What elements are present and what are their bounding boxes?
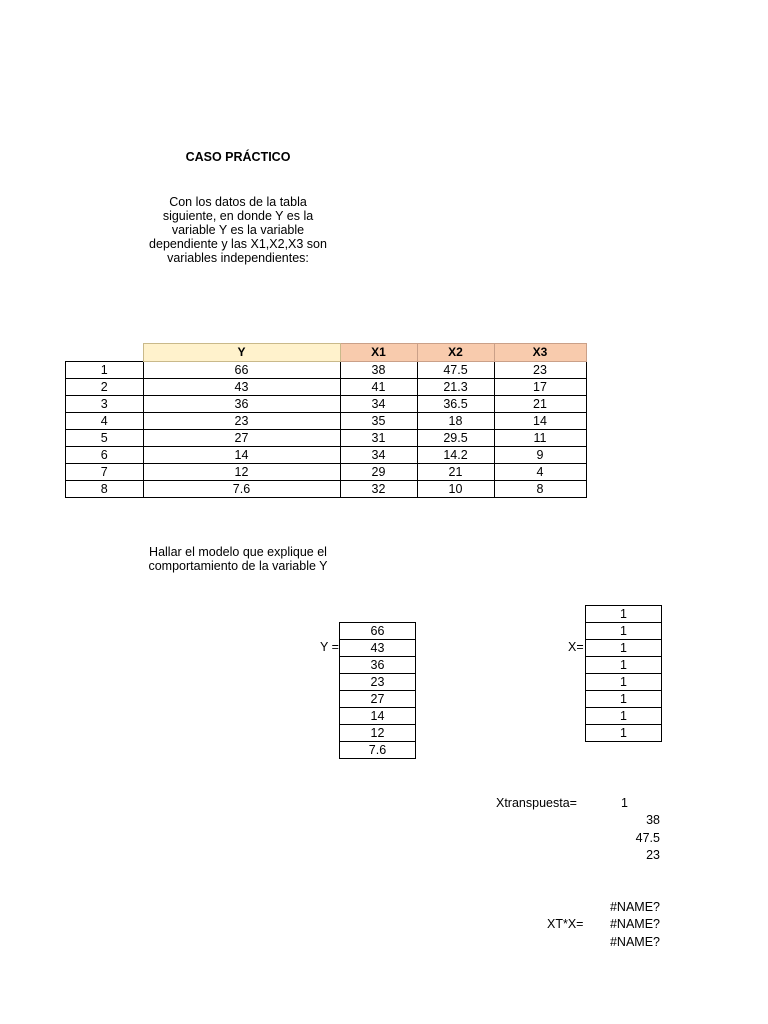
- y-cell[interactable]: 66: [143, 362, 340, 379]
- y-cell[interactable]: 43: [143, 379, 340, 396]
- table-row: [66, 481, 587, 498]
- header-y[interactable]: Y: [143, 344, 340, 362]
- row-number-cell[interactable]: 1: [66, 362, 144, 379]
- x2-cell[interactable]: 18: [417, 413, 494, 430]
- xtranspuesta-value[interactable]: 47.5: [635, 831, 660, 845]
- data-table: [65, 343, 587, 498]
- x1-cell[interactable]: 38: [340, 362, 417, 379]
- y-vector-cell[interactable]: 36: [340, 657, 416, 674]
- row-number-cell[interactable]: 7: [66, 464, 144, 481]
- y-vector-row: [340, 742, 416, 759]
- intro-line: variables independientes:: [167, 251, 309, 265]
- y-vector-row: [340, 691, 416, 708]
- x2-cell[interactable]: 21: [417, 464, 494, 481]
- y-vector-cell[interactable]: 12: [340, 725, 416, 742]
- header-x1[interactable]: X1: [340, 344, 417, 362]
- table-row: [66, 413, 587, 430]
- x-vector: [585, 605, 662, 742]
- intro-line: variable Y es la variable: [171, 223, 305, 237]
- x2-cell[interactable]: 36.5: [417, 396, 494, 413]
- row-number-cell[interactable]: 5: [66, 430, 144, 447]
- x-vector-row: [586, 640, 662, 657]
- y-vector-row: [340, 708, 416, 725]
- y-vector-cell[interactable]: 43: [340, 640, 416, 657]
- x-vector-cell[interactable]: 1: [586, 623, 662, 640]
- x-vector-row: [586, 606, 662, 623]
- y-vector-row: [340, 725, 416, 742]
- row-number-cell[interactable]: 8: [66, 481, 144, 498]
- x-vector-cell[interactable]: 1: [586, 725, 662, 742]
- y-cell[interactable]: 14: [143, 447, 340, 464]
- task-text: [136, 545, 340, 573]
- x1-cell[interactable]: 35: [340, 413, 417, 430]
- x2-cell[interactable]: 21.3: [417, 379, 494, 396]
- header-x3[interactable]: X3: [494, 344, 586, 362]
- intro-line: Con los datos de la tabla: [169, 195, 307, 209]
- xtranspuesta-value[interactable]: 23: [646, 848, 660, 862]
- x2-cell[interactable]: 47.5: [417, 362, 494, 379]
- x1-cell[interactable]: 29: [340, 464, 417, 481]
- row-number-cell[interactable]: 3: [66, 396, 144, 413]
- x2-cell[interactable]: 10: [417, 481, 494, 498]
- row-number-cell[interactable]: 4: [66, 413, 144, 430]
- y-vector-row: [340, 623, 416, 640]
- x3-cell[interactable]: 23: [494, 362, 586, 379]
- row-number-cell[interactable]: 6: [66, 447, 144, 464]
- y-cell[interactable]: 23: [143, 413, 340, 430]
- table-row: [66, 430, 587, 447]
- x1-cell[interactable]: 34: [340, 396, 417, 413]
- x-vector-cell[interactable]: 1: [586, 606, 662, 623]
- table-header-row: [66, 344, 587, 362]
- y-cell[interactable]: 36: [143, 396, 340, 413]
- x3-cell[interactable]: 17: [494, 379, 586, 396]
- table-body: [66, 362, 587, 498]
- table-row: [66, 362, 587, 379]
- x-vector-row: [586, 708, 662, 725]
- y-cell[interactable]: 27: [143, 430, 340, 447]
- header-x2[interactable]: X2: [417, 344, 494, 362]
- y-vector-cell[interactable]: 66: [340, 623, 416, 640]
- table-row: [66, 447, 587, 464]
- xtx-value[interactable]: #NAME?: [609, 917, 660, 931]
- x-vector-row: [586, 623, 662, 640]
- intro-line: siguiente, en donde Y es la: [162, 209, 314, 223]
- y-vector-cell[interactable]: 7.6: [340, 742, 416, 759]
- x1-cell[interactable]: 32: [340, 481, 417, 498]
- x-vector-cell[interactable]: 1: [586, 657, 662, 674]
- x-vector-cell[interactable]: 1: [586, 691, 662, 708]
- x2-cell[interactable]: 29.5: [417, 430, 494, 447]
- task-line: comportamiento de la variable Y: [148, 559, 328, 573]
- x1-cell[interactable]: 34: [340, 447, 417, 464]
- x-vector-row: [586, 725, 662, 742]
- intro-line: dependiente y las X1,X2,X3 son: [149, 237, 327, 251]
- y-vector: [339, 622, 416, 759]
- y-vector-label: Y =: [320, 640, 339, 654]
- page-title: CASO PRÁCTICO: [185, 150, 291, 164]
- xtx-value[interactable]: #NAME?: [609, 900, 660, 914]
- x-vector-row: [586, 674, 662, 691]
- x3-cell[interactable]: 14: [494, 413, 586, 430]
- x-vector-row: [586, 657, 662, 674]
- y-cell[interactable]: 12: [143, 464, 340, 481]
- header-blank: [66, 344, 144, 362]
- x-vector-cell[interactable]: 1: [586, 674, 662, 691]
- y-vector-row: [340, 640, 416, 657]
- table-row: [66, 464, 587, 481]
- x-vector-cell[interactable]: 1: [586, 708, 662, 725]
- x1-cell[interactable]: 31: [340, 430, 417, 447]
- x3-cell[interactable]: 4: [494, 464, 586, 481]
- x-vector-cell[interactable]: 1: [586, 640, 662, 657]
- y-vector-row: [340, 657, 416, 674]
- y-vector-row: [340, 674, 416, 691]
- x2-cell[interactable]: 14.2: [417, 447, 494, 464]
- task-line: Hallar el modelo que explique el: [149, 545, 327, 559]
- table-row: [66, 379, 587, 396]
- intro-text: [140, 195, 336, 265]
- x3-cell[interactable]: 11: [494, 430, 586, 447]
- xtranspuesta-label: Xtranspuesta=: [496, 796, 577, 810]
- row-number-cell[interactable]: 2: [66, 379, 144, 396]
- y-vector-cell[interactable]: 23: [340, 674, 416, 691]
- x-vector-row: [586, 691, 662, 708]
- table-row: [66, 396, 587, 413]
- x3-cell[interactable]: 21: [494, 396, 586, 413]
- x1-cell[interactable]: 41: [340, 379, 417, 396]
- xtx-label: XT*X=: [547, 917, 584, 931]
- xtx-value[interactable]: #NAME?: [609, 935, 660, 949]
- xtranspuesta-value[interactable]: 38: [646, 813, 660, 827]
- y-vector-cell[interactable]: 27: [340, 691, 416, 708]
- y-vector-cell[interactable]: 14: [340, 708, 416, 725]
- x3-cell[interactable]: 9: [494, 447, 586, 464]
- x-vector-label: X=: [568, 640, 584, 654]
- xtranspuesta-value[interactable]: 1: [621, 796, 628, 810]
- y-cell[interactable]: 7.6: [143, 481, 340, 498]
- x3-cell[interactable]: 8: [494, 481, 586, 498]
